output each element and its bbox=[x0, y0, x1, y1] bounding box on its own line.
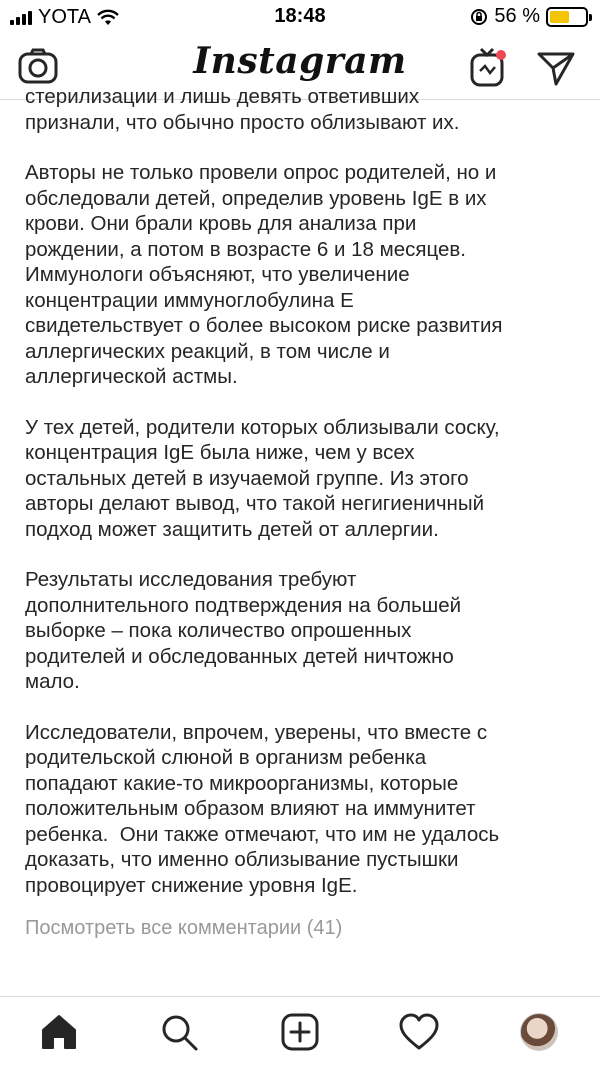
post-caption bbox=[0, 85, 600, 996]
carrier-name: YOTA bbox=[38, 6, 91, 28]
clock: 18:48 bbox=[274, 5, 326, 27]
search-icon bbox=[159, 1012, 199, 1052]
tab-profile[interactable] bbox=[518, 1011, 560, 1053]
tab-search[interactable] bbox=[158, 1011, 200, 1053]
battery-fill bbox=[550, 11, 569, 23]
tab-new-post[interactable] bbox=[279, 1011, 321, 1053]
status-bar bbox=[0, 0, 600, 34]
caption-paragraph: Результаты исследования требуют дополнительного подтверждения на большей выборке – пока количество опрошенных родителей и обследованных детей ничтожно мало. bbox=[25, 568, 462, 693]
status-right bbox=[470, 5, 588, 28]
home-icon bbox=[39, 1012, 79, 1052]
notification-dot bbox=[496, 50, 506, 60]
igtv-icon[interactable] bbox=[468, 46, 510, 88]
tab-home[interactable] bbox=[38, 1011, 80, 1053]
caption-body bbox=[25, 84, 580, 940]
caption-paragraph: Авторы не только провели опрос родителей, но и обследовали детей, определив уровень IgE в их крови. Они брали кровь для анализа при рождении, а потом в возрасте 6 и 18 месяцев. Иммунологи объясняют, что увеличение концентрации иммуноглобулина Е свидетельствует о более высоком риске развития аллергических реакций, в том числе и аллергической астмы. bbox=[25, 161, 503, 388]
instagram-logo[interactable]: Instagram bbox=[193, 40, 407, 82]
tab-activity[interactable] bbox=[398, 1011, 440, 1053]
paper-plane-icon[interactable] bbox=[535, 46, 577, 88]
caption-paragraph: стерилизации и лишь девять ответивших признали, что обычно просто облизывают их. bbox=[25, 85, 460, 134]
rotation-lock-icon bbox=[470, 8, 488, 26]
activity-heart-icon bbox=[398, 1012, 440, 1052]
caption-paragraph: У тех детей, родители которых облизывали соску, концентрация IgE была ниже, чем у всех остальных детей в изучаемой группе. Из этого авторы делают вывод, что такой негигиеничный подход может защитить детей от аллергии. bbox=[25, 415, 500, 541]
bottom-tab-bar bbox=[0, 996, 600, 1066]
new-post-icon bbox=[280, 1012, 320, 1052]
battery-icon bbox=[546, 7, 588, 27]
profile-avatar bbox=[520, 1013, 558, 1051]
view-all-comments-link[interactable]: Посмотреть все комментарии (41) bbox=[25, 917, 343, 939]
battery-percent: 56 % bbox=[494, 5, 540, 27]
caption-paragraph: Исследователи, впрочем, уверены, что вместе с родительской слюной в организм ребенка попадают какие-то микроорганизмы, которые положительным образом влияют на иммунитет ребенка. Они также отмечают, что им не удалось доказать, что именно облизывание пустышки провоцирует снижение уровня IgE. bbox=[25, 720, 500, 897]
